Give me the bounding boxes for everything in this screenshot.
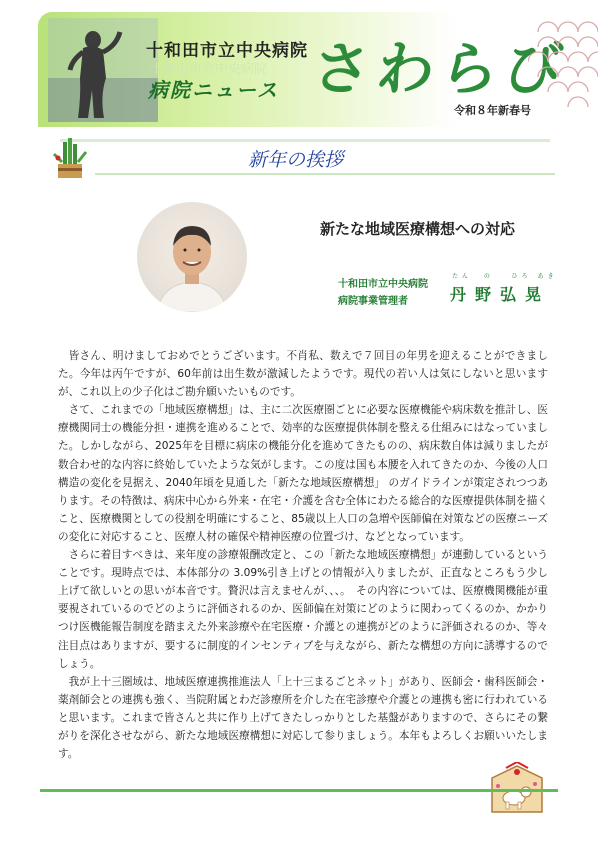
author-name-ruby: たん の ひろ あき xyxy=(452,273,558,280)
header-banner xyxy=(38,12,598,127)
org-line-position: 病院事業管理者 xyxy=(338,296,408,307)
hospital-name-reflection: 十和田市立中央病院 xyxy=(150,62,268,77)
paragraph: さらに着目すべきは、来年度の診療報酬改定と、この「新たな地域医療構想」が連動しているということです。現時点では、本体部分の 3.09%引き上げとの情報が入りましたが、正直なところもう少し上げて欲しいとの思いが本音です。贅沢は言えませんが、、、。 その内容については、医療機関機能が重要視されているのでどのように評価されるのか、医師偏在対策にどのように関わってくるのか、かかりつけ医機能報告制度を踏まえた外来診療や在宅医療・介護との連携がどのように評価されるのか、等々注目点はありますが、要するに制度的インセンティブを与えながら、新たな構想の方向に誘導するのでしょう。 xyxy=(58,549,548,670)
hospital-name: 十和田市立中央病院 xyxy=(146,41,308,61)
kadomatsu-icon xyxy=(50,136,90,182)
paragraph: 我が上十三圏域は、地域医療連携推進法人「上十三まるごとネット」があり、医師会・歯科医師会・薬剤師会との連携も強く、当院附属とわだ診療所を介した在宅診療や介護との連携も密に行われていると思います。これまで皆さんと共に作り上げてきたしっかりとした基盤がありますので、さらにその繋がりを深化させながら、新たな地域医療構想に対応して参りましょう。本年もよろしくお願いいたします。 xyxy=(58,675,548,761)
portrait-figure xyxy=(137,202,247,312)
author-organization xyxy=(338,276,428,310)
statue-photo xyxy=(48,18,158,122)
section-title: 新年の挨拶 xyxy=(248,149,344,171)
portrait-photo xyxy=(137,202,247,312)
newsletter-title: さわらび xyxy=(308,35,573,103)
issue-label: 令和８年新春号 xyxy=(454,104,531,117)
paragraph: さて、これまでの「地域医療構想」は、主に二次医療圏ごとに必要な医療機能や病床数を推計し、医療機関同士の機能分担・連携を進めることで、効率的な医療提供体制を整える仕組みにはなっていました。しかしながら、2025年を目標に病床の機能分化を進めてきたものの、病床数自体は減りましたが数合わせ的な内容に終始していたような気がします。この度は国も本腰を入れてきたのか、今後の人口構造の変化を見据え、2040年頃を見通した「新たな地域医療構想」 のガイドラインが策定されつつあります。その特徴は、病床中心から外来・在宅・介護を含む全体にわたる総合的な医療提供体制を描くこと、医療機関としての役割を明確にすること、85歳以上人口の急増や医師偏在対策などの医療ニーズの変化に対応すること、医療人材の確保や精神医療の位置づけ、などとなっています。 xyxy=(58,404,548,543)
org-line-hospital: 十和田市立中央病院 xyxy=(338,279,428,290)
author-name: 丹野弘晃 xyxy=(450,285,551,304)
article-body xyxy=(58,347,548,763)
decorative-pattern xyxy=(528,12,598,127)
article-title: 新たな地域医療構想への対応 xyxy=(320,220,516,238)
news-label: 病院ニュース xyxy=(148,78,279,102)
bottom-divider xyxy=(40,789,558,792)
paragraph: 皆さん、明けましておめでとうございます。不肖私、数えで７回目の年男を迎えることができました。今年は丙午ですが、60年前は出生数が激減したようです。現代の若い人は気にしないと思いますが、これ以上の少子化はご勘弁願いたいものです。 xyxy=(58,350,548,399)
